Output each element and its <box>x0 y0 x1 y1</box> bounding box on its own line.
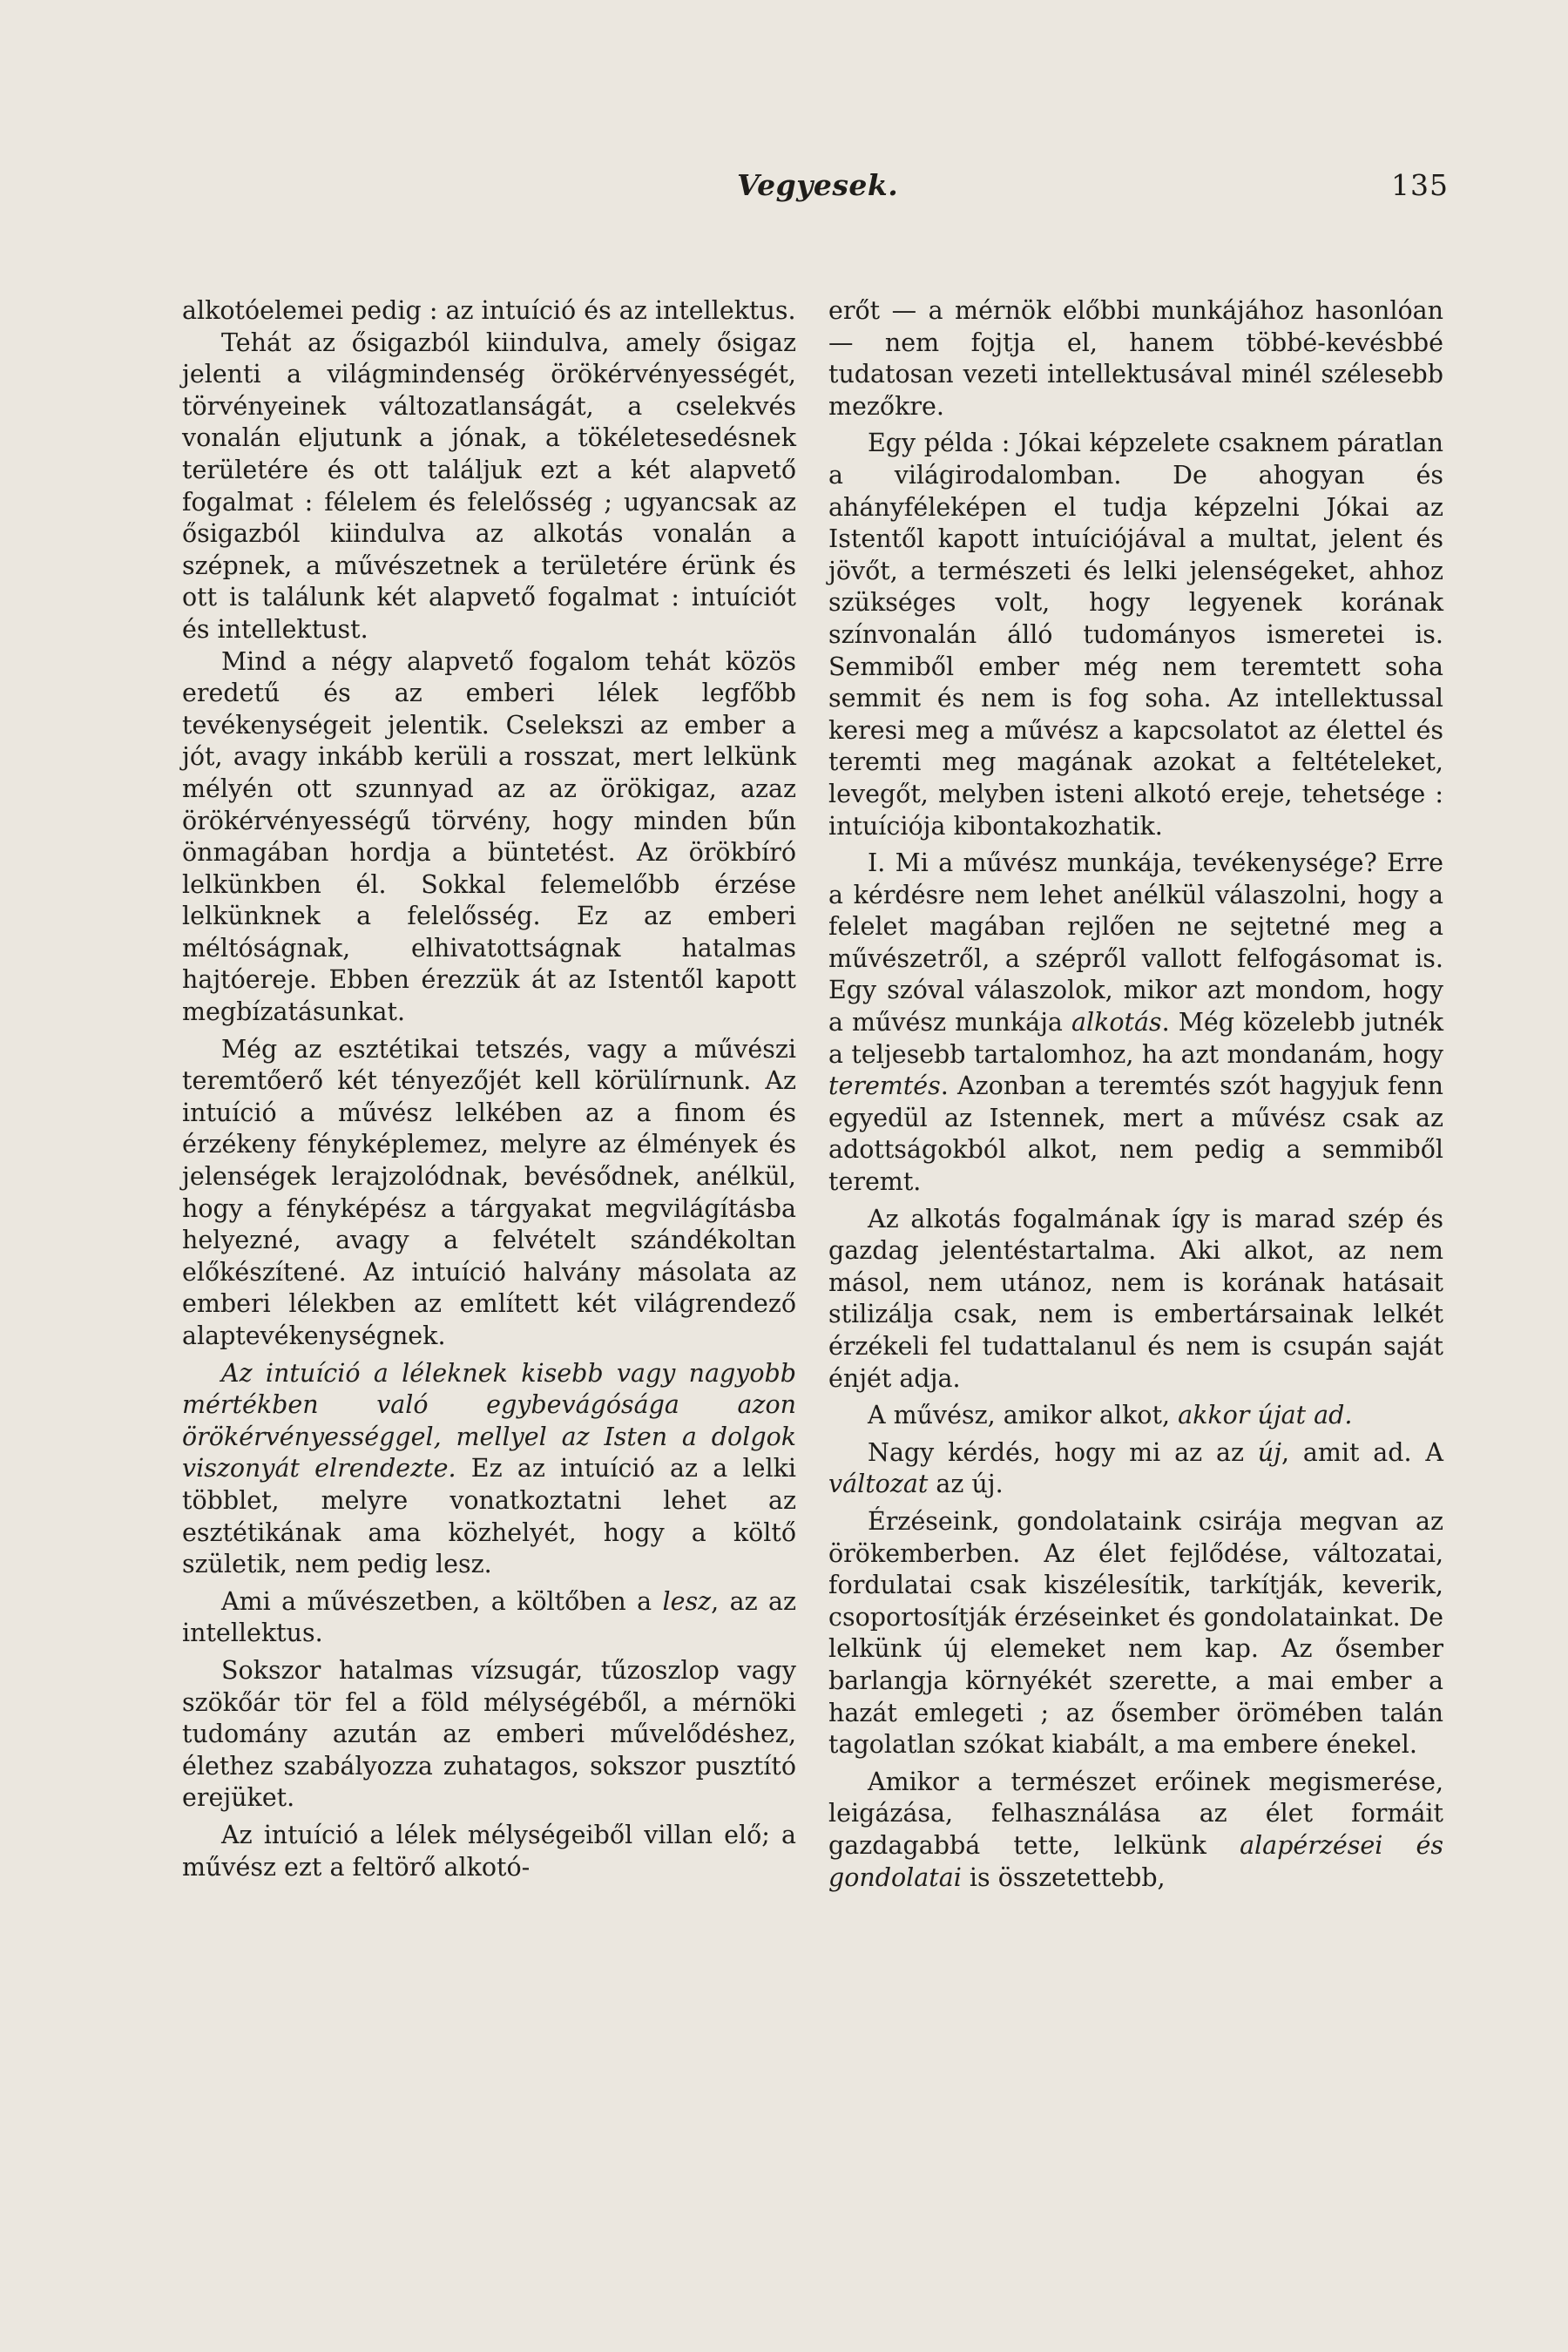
paragraph-text: . Még közelebb jutnék a teljesebb tartalomhoz, ha azt mondanám, hogy <box>828 1008 1443 1069</box>
paragraph <box>182 1586 796 1650</box>
paragraph-text: . Azonban a teremtés szót hagyjuk fenn egyedül az Istennek, mert a művész csak az adottságokból alkot, nem pedig a semmiből teremt. <box>828 1071 1443 1197</box>
paragraph: Sokszor hatalmas vízsugár, tűzoszlop vagy szökőár tör fel a föld mélységéből, a mérnöki tudomány azután az emberi művelődéshez, élethez szabályozza zuhatagos, sokszor pusztító erejüket. <box>182 1655 796 1813</box>
right-column <box>828 295 1443 1894</box>
paragraph: erőt — a mérnök előbbi munkájához hasonlóan — nem fojtja el, hanem többé-kevésbbé tudatosan vezeti intellektusával minél szélesebb mezőkre. <box>828 296 1443 421</box>
paragraph <box>828 1437 1443 1501</box>
paragraph-text: Ez az intuíció az a lelki többlet, melyre vonatkoztatni lehet az esztétikának ama közhelyét, hogy a költő születik, nem pedig lesz. <box>182 1454 796 1579</box>
page-number: 135 <box>1391 168 1449 202</box>
paragraph-text: , amit ad. A <box>1281 1437 1443 1467</box>
paragraph-text: is összetettebb, <box>961 1862 1166 1892</box>
paragraph: Mind a négy alapvető fogalom tehát közös eredetű és az emberi lélek legfőbb tevékenységeit jelentik. Cselekszi az ember a jót, avagy inkább kerüli a rosszat, mert lelkünk mélyén ott szunnyad az az örökigaz, azaz örökérvényességű törvény, hogy minden bűn önmagában hordja a büntetést. Az örökbíró lelkünkben él. Sokkal felemelőbb érzése lelkünknek a felelősség. Ez az emberi méltóságnak, elhivatottságnak hatalmas hajtóereje. Ebben érezzük át az Istentől kapott megbízatásunkat. <box>182 646 796 1027</box>
italic-term: változat <box>828 1470 929 1499</box>
paragraph: Érzéseink, gondolataink csirája megvan az örökemberben. Az élet fejlődése, változatai, fordulatai csak kiszélesítik, tarkítják, keverik, csoportosítják érzéseinket és gondolatainkat. De lelkünk új elemeket nem kap. Az ősember barlangja környékét szerette, a mai ember a hazát emlegeti ; az ősember örömében talán tagolatlan szókat kiabált, a ma embere énekel. <box>828 1506 1443 1760</box>
italic-term: teremtés <box>828 1071 941 1101</box>
paragraph <box>182 1358 796 1581</box>
italic-term: új <box>1257 1437 1281 1467</box>
paragraph: Tehát az ősigazból kiindulva, amely ősigaz jelenti a világmindenség örökérvényességét, törvényeinek változatlanságát, a cselekvés vonalán eljutunk a jónak, a tökéletesedésnek területére és ott találjuk ezt a két alapvető fogalmat : félelem és felelősség ; ugyancsak az ősigazból kiindulva az alkotás vonalán a szépnek, a művészetnek a területére érünk és ott is találunk két alapvető fogalmat : intuíciót és intellektust. <box>182 328 796 644</box>
italic-definition: Az intuíció a léleknek kisebb vagy nagyobb mértékben való egybevágósága azon örökérvényességgel, mellyel az Isten a dolgok viszonyát elrendezte. <box>182 1358 796 1484</box>
paragraph-text: Ami a művészetben, a költőben a <box>221 1586 663 1616</box>
paragraph-text: , az az intellektus. <box>182 1586 796 1648</box>
paragraph <box>828 848 1443 1199</box>
italic-term: alapérzései és gondolatai <box>828 1830 1443 1892</box>
paragraph-text: I. Mi a művész munkája, tevékenysége? Erre a kérdésre nem lehet anélkül válaszolni, hogy a felelet magában rejlően ne sejtetné meg a művészetről, a szépről vallott felfogásomat is. Egy szóval válaszolok, mikor azt mondom, hogy a művész munkája <box>828 848 1443 1037</box>
paragraph: Még az esztétikai tetszés, vagy a művészi teremtőerő két tényezőjét kell körülírnunk. Az intuíció a művész lelkében az a finom és érzékeny fényképlemez, melyre az élmények és jelenségek lerajzolódnak, bevésődnek, anélkül, hogy a fényképész a tárgyakat megvilágításba helyezné, avagy a felvételt szándékoltan előkészítené. Az intuíció halvány másolata az emberi lélekben az említett két világrendező alaptevékenységnek. <box>182 1034 796 1350</box>
italic-term: akkor újat ad. <box>1178 1401 1353 1430</box>
running-head-title: Vegyesek. <box>737 168 899 202</box>
left-column <box>182 295 796 1883</box>
paragraph-text: Amikor a természet erőinek megismerése, leigázása, felhasználása az élet formáit gazdagabbá tette, lelkünk <box>828 1767 1443 1860</box>
paragraph-text: az új. <box>928 1470 1004 1499</box>
italic-term: alkotás <box>1071 1008 1162 1037</box>
running-head <box>0 168 1568 212</box>
paragraph <box>828 1400 1443 1432</box>
paragraph: alkotóelemei pedig : az intuíció és az intellektus. <box>182 296 796 325</box>
paragraph-text: A művész, amikor alkot, <box>868 1401 1179 1430</box>
paragraph: Egy példa : Jókai képzelete csaknem páratlan a világirodalomban. De ahogyan és ahányféleképen el tudja képzelni Jókai az Istentől kapott intuíciójával a multat, jelent és jövőt, a természeti és lelki jelenségeket, ahhoz szükséges volt, hogy legyenek korának színvonalán álló tudományos ismeretei is. Semmiből ember még nem teremtett soha semmit és nem is fog soha. Az intellektussal keresi meg a művész a kapcsolatot az élettel és teremti meg magának azokat a feltételeket, levegőt, melyben isteni alkotó ereje, tehetsége : intuíciója kibontakozhatik. <box>828 429 1443 841</box>
paragraph: Az intuíció a lélek mélységeiből villan elő; a művész ezt a feltörő alkotó- <box>182 1820 796 1882</box>
paragraph-text: Nagy kérdés, hogy mi az az <box>868 1437 1258 1467</box>
italic-term: lesz <box>662 1586 712 1616</box>
paragraph <box>828 1767 1443 1894</box>
paragraph: Az alkotás fogalmának így is marad szép és gazdag jelentéstartalma. Aki alkot, az nem másol, nem utánoz, nem is korának hatásait stilizálja csak, nem is embertársainak lelkét érzékeli fel tudattalanul és nem is csupán saját énjét adja. <box>828 1204 1443 1393</box>
